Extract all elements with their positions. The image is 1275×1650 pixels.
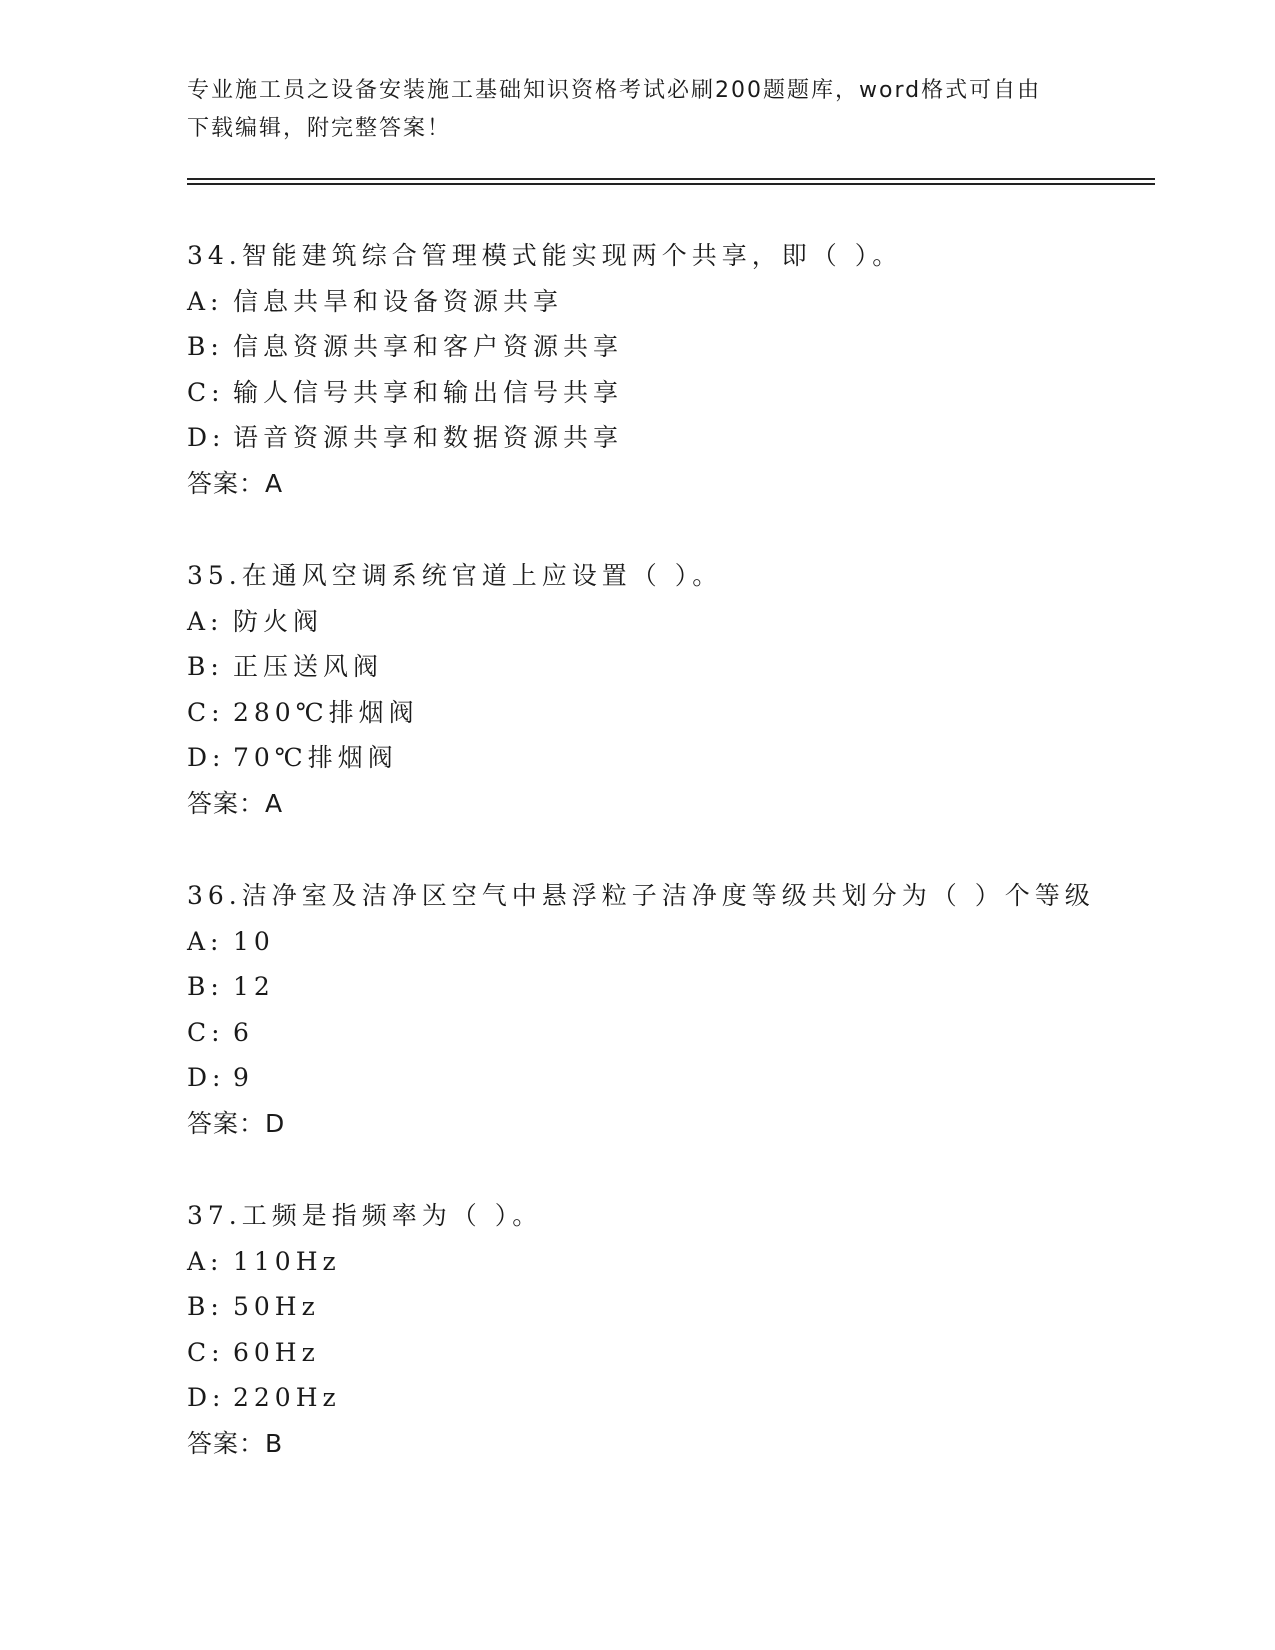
header-line-2: 下载编辑，附完整答案！ <box>187 116 452 141</box>
question-stem: 36.洁净室及洁净区空气中悬浮粒子洁净度等级共划分为（ ）个等级 <box>187 881 1095 910</box>
option-text: 正压送风阀 <box>233 652 384 681</box>
option-key: A: <box>187 606 224 636</box>
option-key: A: <box>187 1246 224 1276</box>
option-key: B: <box>187 652 224 681</box>
option-key: D: <box>187 423 226 452</box>
answer-line: 答案：D <box>187 1108 286 1138</box>
option-d <box>187 1055 1147 1101</box>
option-text: 信息资源共享和客户资源共享 <box>233 332 624 361</box>
document-header <box>187 72 1087 148</box>
option-key: D: <box>187 743 226 772</box>
option-d <box>187 1375 1147 1421</box>
question-block <box>187 553 1147 826</box>
option-b <box>187 1284 1147 1330</box>
option-d <box>187 415 1147 461</box>
option-key: B: <box>187 1292 224 1321</box>
option-a <box>187 279 1147 325</box>
option-text: 6 <box>233 1017 254 1047</box>
option-text: 防火阀 <box>233 606 324 636</box>
option-a <box>187 599 1147 645</box>
option-c <box>187 690 1147 736</box>
question-stem: 37.工频是指频率为（ ）。 <box>187 1201 543 1230</box>
option-text: 9 <box>233 1063 254 1092</box>
option-text: 220Hz <box>233 1383 341 1412</box>
option-key: C: <box>187 1017 225 1047</box>
answer-line: 答案：A <box>187 468 284 498</box>
option-a <box>187 1239 1147 1285</box>
option-text: 语音资源共享和数据资源共享 <box>233 423 624 452</box>
option-a <box>187 919 1147 965</box>
option-key: D: <box>187 1063 226 1092</box>
option-key: A: <box>187 286 224 316</box>
option-c <box>187 1330 1147 1376</box>
header-divider-top <box>187 178 1155 180</box>
option-text: 280℃排烟阀 <box>233 697 419 727</box>
option-b <box>187 644 1147 690</box>
option-text: 50Hz <box>233 1292 320 1321</box>
option-text: 12 <box>233 972 275 1001</box>
option-key: B: <box>187 972 224 1001</box>
option-text: 70℃排烟阀 <box>233 743 398 772</box>
question-block <box>187 873 1147 1146</box>
option-d <box>187 735 1147 781</box>
question-stem: 35.在通风空调系统官道上应设置（ ）。 <box>187 561 723 590</box>
answer-line: 答案：B <box>187 1428 284 1458</box>
option-text: 110Hz <box>233 1246 341 1276</box>
question-block <box>187 1193 1147 1466</box>
option-c <box>187 1010 1147 1056</box>
question-stem: 34.智能建筑综合管理模式能实现两个共享，即（ ）。 <box>187 241 903 270</box>
option-text: 输人信号共享和输出信号共享 <box>233 377 624 407</box>
option-key: B: <box>187 332 224 361</box>
option-b <box>187 324 1147 370</box>
option-key: C: <box>187 697 225 727</box>
option-key: C: <box>187 1337 225 1367</box>
answer-line: 答案：A <box>187 788 284 818</box>
question-block <box>187 233 1147 506</box>
option-key: C: <box>187 377 225 407</box>
header-line-1: 专业施工员之设备安装施工基础知识资格考试必刷200题题库，word格式可自由 <box>187 78 1042 103</box>
option-text: 10 <box>233 926 275 956</box>
option-key: A: <box>187 926 224 956</box>
option-key: D: <box>187 1383 226 1412</box>
option-c <box>187 370 1147 416</box>
option-text: 信息共旱和设备资源共享 <box>233 286 564 316</box>
header-divider-bottom <box>187 183 1155 185</box>
option-b <box>187 964 1147 1010</box>
option-text: 60Hz <box>233 1337 320 1367</box>
